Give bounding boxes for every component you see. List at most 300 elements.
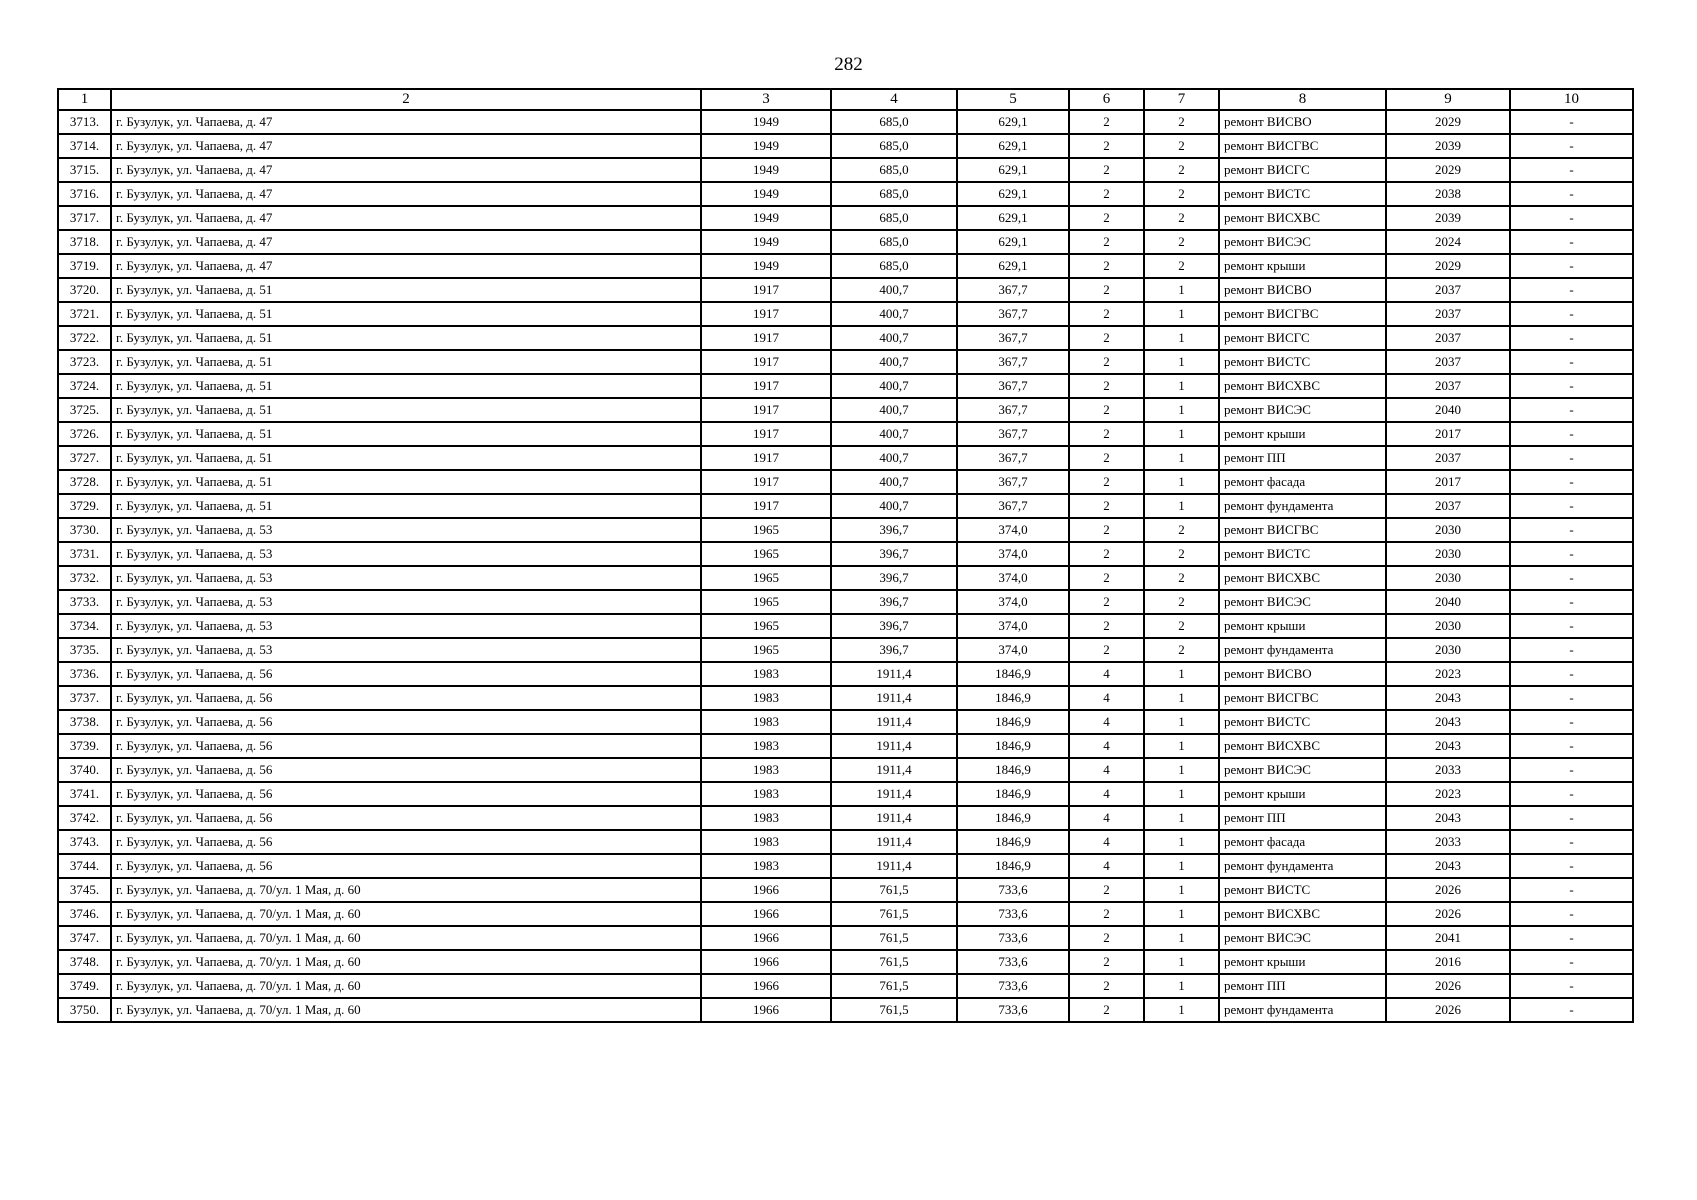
living-area-cell: 1846,9 — [957, 686, 1069, 710]
planned-year-cell: 2040 — [1386, 590, 1510, 614]
address-cell: г. Бузулук, ул. Чапаева, д. 51 — [111, 422, 701, 446]
work-type-cell: ремонт ВИСГС — [1219, 326, 1386, 350]
address-cell: г. Бузулук, ул. Чапаева, д. 56 — [111, 782, 701, 806]
row-number: 3718. — [58, 230, 111, 254]
note-cell: - — [1510, 470, 1633, 494]
total-area-cell: 400,7 — [831, 326, 957, 350]
floors-cell: 2 — [1069, 254, 1144, 278]
note-cell: - — [1510, 182, 1633, 206]
year-built-cell: 1983 — [701, 782, 831, 806]
floors-cell: 2 — [1069, 902, 1144, 926]
row-number: 3731. — [58, 542, 111, 566]
planned-year-cell: 2023 — [1386, 662, 1510, 686]
living-area-cell: 1846,9 — [957, 710, 1069, 734]
year-built-cell: 1965 — [701, 518, 831, 542]
planned-year-cell: 2043 — [1386, 686, 1510, 710]
note-cell: - — [1510, 806, 1633, 830]
entrances-cell: 1 — [1144, 278, 1219, 302]
work-type-cell: ремонт крыши — [1219, 950, 1386, 974]
total-area-cell: 1911,4 — [831, 854, 957, 878]
year-built-cell: 1983 — [701, 758, 831, 782]
total-area-cell: 1911,4 — [831, 662, 957, 686]
table-row — [58, 542, 1633, 566]
address-cell: г. Бузулук, ул. Чапаева, д. 70/ул. 1 Мая, д. 60 — [111, 974, 701, 998]
floors-cell: 2 — [1069, 374, 1144, 398]
table-row — [58, 158, 1633, 182]
address-cell: г. Бузулук, ул. Чапаева, д. 70/ул. 1 Мая, д. 60 — [111, 926, 701, 950]
living-area-cell: 367,7 — [957, 494, 1069, 518]
note-cell: - — [1510, 974, 1633, 998]
address-cell: г. Бузулук, ул. Чапаева, д. 47 — [111, 206, 701, 230]
total-area-cell: 400,7 — [831, 302, 957, 326]
year-built-cell: 1949 — [701, 206, 831, 230]
column-header-1: 1 — [58, 89, 111, 110]
total-area-cell: 761,5 — [831, 950, 957, 974]
living-area-cell: 367,7 — [957, 350, 1069, 374]
floors-cell: 2 — [1069, 134, 1144, 158]
year-built-cell: 1917 — [701, 446, 831, 470]
planned-year-cell: 2017 — [1386, 470, 1510, 494]
year-built-cell: 1965 — [701, 566, 831, 590]
work-type-cell: ремонт ВИСТС — [1219, 878, 1386, 902]
table-row — [58, 590, 1633, 614]
living-area-cell: 374,0 — [957, 638, 1069, 662]
living-area-cell: 367,7 — [957, 278, 1069, 302]
entrances-cell: 1 — [1144, 374, 1219, 398]
entrances-cell: 1 — [1144, 302, 1219, 326]
total-area-cell: 761,5 — [831, 926, 957, 950]
floors-cell: 2 — [1069, 302, 1144, 326]
column-header-9: 9 — [1386, 89, 1510, 110]
note-cell: - — [1510, 710, 1633, 734]
entrances-cell: 2 — [1144, 182, 1219, 206]
address-cell: г. Бузулук, ул. Чапаева, д. 56 — [111, 830, 701, 854]
total-area-cell: 685,0 — [831, 134, 957, 158]
total-area-cell: 761,5 — [831, 998, 957, 1022]
table-row — [58, 278, 1633, 302]
total-area-cell: 761,5 — [831, 878, 957, 902]
total-area-cell: 685,0 — [831, 110, 957, 134]
total-area-cell: 685,0 — [831, 158, 957, 182]
year-built-cell: 1949 — [701, 110, 831, 134]
repair-registry-table — [57, 88, 1634, 1023]
note-cell: - — [1510, 302, 1633, 326]
note-cell: - — [1510, 542, 1633, 566]
work-type-cell: ремонт фундамента — [1219, 998, 1386, 1022]
planned-year-cell: 2026 — [1386, 998, 1510, 1022]
page-number: 282 — [834, 54, 863, 75]
address-cell: г. Бузулук, ул. Чапаева, д. 56 — [111, 734, 701, 758]
note-cell: - — [1510, 854, 1633, 878]
living-area-cell: 629,1 — [957, 230, 1069, 254]
note-cell: - — [1510, 518, 1633, 542]
address-cell: г. Бузулук, ул. Чапаева, д. 70/ул. 1 Мая, д. 60 — [111, 902, 701, 926]
entrances-cell: 1 — [1144, 806, 1219, 830]
entrances-cell: 2 — [1144, 590, 1219, 614]
planned-year-cell: 2033 — [1386, 758, 1510, 782]
year-built-cell: 1966 — [701, 950, 831, 974]
address-cell: г. Бузулук, ул. Чапаева, д. 51 — [111, 278, 701, 302]
address-cell: г. Бузулук, ул. Чапаева, д. 51 — [111, 350, 701, 374]
row-number: 3745. — [58, 878, 111, 902]
living-area-cell: 629,1 — [957, 110, 1069, 134]
entrances-cell: 2 — [1144, 158, 1219, 182]
living-area-cell: 629,1 — [957, 254, 1069, 278]
row-number: 3740. — [58, 758, 111, 782]
address-cell: г. Бузулук, ул. Чапаева, д. 56 — [111, 686, 701, 710]
table-row — [58, 422, 1633, 446]
work-type-cell: ремонт ВИСТС — [1219, 542, 1386, 566]
row-number: 3741. — [58, 782, 111, 806]
living-area-cell: 374,0 — [957, 614, 1069, 638]
address-cell: г. Бузулук, ул. Чапаева, д. 53 — [111, 566, 701, 590]
note-cell: - — [1510, 926, 1633, 950]
year-built-cell: 1983 — [701, 806, 831, 830]
table-row — [58, 518, 1633, 542]
planned-year-cell: 2037 — [1386, 302, 1510, 326]
entrances-cell: 2 — [1144, 638, 1219, 662]
living-area-cell: 733,6 — [957, 878, 1069, 902]
total-area-cell: 396,7 — [831, 614, 957, 638]
address-cell: г. Бузулук, ул. Чапаева, д. 47 — [111, 254, 701, 278]
floors-cell: 2 — [1069, 974, 1144, 998]
floors-cell: 2 — [1069, 638, 1144, 662]
note-cell: - — [1510, 350, 1633, 374]
work-type-cell: ремонт ВИСВО — [1219, 278, 1386, 302]
work-type-cell: ремонт фундамента — [1219, 494, 1386, 518]
floors-cell: 2 — [1069, 182, 1144, 206]
table-row — [58, 374, 1633, 398]
table-row — [58, 302, 1633, 326]
total-area-cell: 400,7 — [831, 278, 957, 302]
planned-year-cell: 2023 — [1386, 782, 1510, 806]
planned-year-cell: 2037 — [1386, 326, 1510, 350]
note-cell: - — [1510, 422, 1633, 446]
planned-year-cell: 2039 — [1386, 206, 1510, 230]
column-header-8: 8 — [1219, 89, 1386, 110]
entrances-cell: 1 — [1144, 398, 1219, 422]
row-number: 3739. — [58, 734, 111, 758]
floors-cell: 4 — [1069, 830, 1144, 854]
year-built-cell: 1983 — [701, 710, 831, 734]
planned-year-cell: 2043 — [1386, 734, 1510, 758]
floors-cell: 2 — [1069, 926, 1144, 950]
work-type-cell: ремонт ПП — [1219, 446, 1386, 470]
floors-cell: 4 — [1069, 686, 1144, 710]
table-row — [58, 230, 1633, 254]
row-number: 3719. — [58, 254, 111, 278]
address-cell: г. Бузулук, ул. Чапаева, д. 51 — [111, 470, 701, 494]
floors-cell: 2 — [1069, 590, 1144, 614]
row-number: 3733. — [58, 590, 111, 614]
table-row — [58, 782, 1633, 806]
entrances-cell: 1 — [1144, 422, 1219, 446]
year-built-cell: 1966 — [701, 878, 831, 902]
year-built-cell: 1917 — [701, 278, 831, 302]
table-row — [58, 974, 1633, 998]
total-area-cell: 1911,4 — [831, 830, 957, 854]
address-cell: г. Бузулук, ул. Чапаева, д. 70/ул. 1 Мая, д. 60 — [111, 878, 701, 902]
address-cell: г. Бузулук, ул. Чапаева, д. 56 — [111, 806, 701, 830]
total-area-cell: 396,7 — [831, 590, 957, 614]
planned-year-cell: 2016 — [1386, 950, 1510, 974]
living-area-cell: 1846,9 — [957, 734, 1069, 758]
note-cell: - — [1510, 758, 1633, 782]
work-type-cell: ремонт крыши — [1219, 254, 1386, 278]
entrances-cell: 2 — [1144, 206, 1219, 230]
work-type-cell: ремонт ВИСТС — [1219, 710, 1386, 734]
floors-cell: 2 — [1069, 446, 1144, 470]
work-type-cell: ремонт ВИСХВС — [1219, 206, 1386, 230]
living-area-cell: 367,7 — [957, 326, 1069, 350]
entrances-cell: 1 — [1144, 686, 1219, 710]
living-area-cell: 629,1 — [957, 182, 1069, 206]
address-cell: г. Бузулук, ул. Чапаева, д. 47 — [111, 182, 701, 206]
address-cell: г. Бузулук, ул. Чапаева, д. 47 — [111, 134, 701, 158]
year-built-cell: 1949 — [701, 230, 831, 254]
entrances-cell: 2 — [1144, 518, 1219, 542]
planned-year-cell: 2030 — [1386, 566, 1510, 590]
work-type-cell: ремонт ВИСГВС — [1219, 686, 1386, 710]
floors-cell: 4 — [1069, 806, 1144, 830]
year-built-cell: 1966 — [701, 902, 831, 926]
row-number: 3737. — [58, 686, 111, 710]
note-cell: - — [1510, 398, 1633, 422]
planned-year-cell: 2037 — [1386, 374, 1510, 398]
entrances-cell: 1 — [1144, 662, 1219, 686]
work-type-cell: ремонт ВИСЭС — [1219, 398, 1386, 422]
entrances-cell: 1 — [1144, 494, 1219, 518]
year-built-cell: 1917 — [701, 302, 831, 326]
row-number: 3717. — [58, 206, 111, 230]
table-row — [58, 206, 1633, 230]
row-number: 3723. — [58, 350, 111, 374]
address-cell: г. Бузулук, ул. Чапаева, д. 53 — [111, 614, 701, 638]
table-row — [58, 326, 1633, 350]
work-type-cell: ремонт ПП — [1219, 974, 1386, 998]
table-row — [58, 878, 1633, 902]
row-number: 3736. — [58, 662, 111, 686]
table-row — [58, 710, 1633, 734]
address-cell: г. Бузулук, ул. Чапаева, д. 51 — [111, 494, 701, 518]
floors-cell: 2 — [1069, 494, 1144, 518]
table-row — [58, 134, 1633, 158]
note-cell: - — [1510, 614, 1633, 638]
note-cell: - — [1510, 734, 1633, 758]
year-built-cell: 1917 — [701, 494, 831, 518]
row-number: 3732. — [58, 566, 111, 590]
address-cell: г. Бузулук, ул. Чапаева, д. 56 — [111, 710, 701, 734]
row-number: 3747. — [58, 926, 111, 950]
planned-year-cell: 2043 — [1386, 806, 1510, 830]
row-number: 3749. — [58, 974, 111, 998]
living-area-cell: 733,6 — [957, 950, 1069, 974]
column-header-7: 7 — [1144, 89, 1219, 110]
table-row — [58, 398, 1633, 422]
table-body — [58, 110, 1633, 1022]
year-built-cell: 1983 — [701, 734, 831, 758]
row-number: 3713. — [58, 110, 111, 134]
total-area-cell: 1911,4 — [831, 806, 957, 830]
address-cell: г. Бузулук, ул. Чапаева, д. 51 — [111, 326, 701, 350]
planned-year-cell: 2043 — [1386, 710, 1510, 734]
column-header-10: 10 — [1510, 89, 1633, 110]
address-cell: г. Бузулук, ул. Чапаева, д. 53 — [111, 518, 701, 542]
row-number: 3748. — [58, 950, 111, 974]
total-area-cell: 400,7 — [831, 374, 957, 398]
entrances-cell: 2 — [1144, 566, 1219, 590]
table-row — [58, 686, 1633, 710]
note-cell: - — [1510, 110, 1633, 134]
entrances-cell: 1 — [1144, 710, 1219, 734]
living-area-cell: 374,0 — [957, 566, 1069, 590]
address-cell: г. Бузулук, ул. Чапаева, д. 47 — [111, 230, 701, 254]
living-area-cell: 374,0 — [957, 590, 1069, 614]
year-built-cell: 1965 — [701, 638, 831, 662]
work-type-cell: ремонт ВИСГС — [1219, 158, 1386, 182]
living-area-cell: 733,6 — [957, 926, 1069, 950]
row-number: 3735. — [58, 638, 111, 662]
table-row — [58, 950, 1633, 974]
total-area-cell: 1911,4 — [831, 782, 957, 806]
row-number: 3743. — [58, 830, 111, 854]
living-area-cell: 367,7 — [957, 398, 1069, 422]
floors-cell: 2 — [1069, 998, 1144, 1022]
table-row — [58, 854, 1633, 878]
total-area-cell: 1911,4 — [831, 686, 957, 710]
year-built-cell: 1917 — [701, 398, 831, 422]
living-area-cell: 733,6 — [957, 974, 1069, 998]
year-built-cell: 1966 — [701, 926, 831, 950]
address-cell: г. Бузулук, ул. Чапаева, д. 56 — [111, 662, 701, 686]
total-area-cell: 400,7 — [831, 446, 957, 470]
living-area-cell: 374,0 — [957, 518, 1069, 542]
table-row — [58, 182, 1633, 206]
row-number: 3716. — [58, 182, 111, 206]
year-built-cell: 1983 — [701, 830, 831, 854]
planned-year-cell: 2030 — [1386, 518, 1510, 542]
work-type-cell: ремонт ВИСХВС — [1219, 902, 1386, 926]
work-type-cell: ремонт ВИСТС — [1219, 350, 1386, 374]
living-area-cell: 733,6 — [957, 998, 1069, 1022]
entrances-cell: 1 — [1144, 782, 1219, 806]
work-type-cell: ремонт ВИСВО — [1219, 662, 1386, 686]
total-area-cell: 685,0 — [831, 254, 957, 278]
work-type-cell: ремонт ПП — [1219, 806, 1386, 830]
note-cell: - — [1510, 902, 1633, 926]
living-area-cell: 629,1 — [957, 158, 1069, 182]
address-cell: г. Бузулук, ул. Чапаева, д. 53 — [111, 638, 701, 662]
note-cell: - — [1510, 638, 1633, 662]
address-cell: г. Бузулук, ул. Чапаева, д. 47 — [111, 158, 701, 182]
year-built-cell: 1966 — [701, 998, 831, 1022]
floors-cell: 4 — [1069, 734, 1144, 758]
entrances-cell: 1 — [1144, 926, 1219, 950]
planned-year-cell: 2038 — [1386, 182, 1510, 206]
entrances-cell: 2 — [1144, 614, 1219, 638]
entrances-cell: 1 — [1144, 326, 1219, 350]
note-cell: - — [1510, 206, 1633, 230]
work-type-cell: ремонт фасада — [1219, 470, 1386, 494]
total-area-cell: 1911,4 — [831, 710, 957, 734]
floors-cell: 2 — [1069, 422, 1144, 446]
row-number: 3720. — [58, 278, 111, 302]
floors-cell: 2 — [1069, 614, 1144, 638]
floors-cell: 2 — [1069, 878, 1144, 902]
planned-year-cell: 2043 — [1386, 854, 1510, 878]
note-cell: - — [1510, 998, 1633, 1022]
row-number: 3742. — [58, 806, 111, 830]
total-area-cell: 400,7 — [831, 398, 957, 422]
total-area-cell: 400,7 — [831, 494, 957, 518]
year-built-cell: 1917 — [701, 470, 831, 494]
entrances-cell: 1 — [1144, 974, 1219, 998]
floors-cell: 2 — [1069, 350, 1144, 374]
table-row — [58, 662, 1633, 686]
table-row — [58, 614, 1633, 638]
planned-year-cell: 2041 — [1386, 926, 1510, 950]
row-number: 3722. — [58, 326, 111, 350]
year-built-cell: 1983 — [701, 854, 831, 878]
work-type-cell: ремонт крыши — [1219, 782, 1386, 806]
column-header-6: 6 — [1069, 89, 1144, 110]
note-cell: - — [1510, 158, 1633, 182]
row-number: 3734. — [58, 614, 111, 638]
row-number: 3746. — [58, 902, 111, 926]
planned-year-cell: 2029 — [1386, 110, 1510, 134]
work-type-cell: ремонт ВИСХВС — [1219, 734, 1386, 758]
planned-year-cell: 2026 — [1386, 902, 1510, 926]
work-type-cell: ремонт ВИСЭС — [1219, 926, 1386, 950]
work-type-cell: ремонт крыши — [1219, 614, 1386, 638]
work-type-cell: ремонт фундамента — [1219, 638, 1386, 662]
row-number: 3738. — [58, 710, 111, 734]
floors-cell: 4 — [1069, 854, 1144, 878]
table-row — [58, 926, 1633, 950]
address-cell: г. Бузулук, ул. Чапаева, д. 51 — [111, 398, 701, 422]
table-row — [58, 494, 1633, 518]
floors-cell: 4 — [1069, 710, 1144, 734]
note-cell: - — [1510, 590, 1633, 614]
planned-year-cell: 2030 — [1386, 614, 1510, 638]
row-number: 3727. — [58, 446, 111, 470]
total-area-cell: 761,5 — [831, 902, 957, 926]
note-cell: - — [1510, 950, 1633, 974]
work-type-cell: ремонт ВИСТС — [1219, 182, 1386, 206]
year-built-cell: 1949 — [701, 254, 831, 278]
entrances-cell: 1 — [1144, 734, 1219, 758]
floors-cell: 2 — [1069, 278, 1144, 302]
note-cell: - — [1510, 494, 1633, 518]
total-area-cell: 1911,4 — [831, 758, 957, 782]
entrances-cell: 2 — [1144, 230, 1219, 254]
living-area-cell: 1846,9 — [957, 782, 1069, 806]
planned-year-cell: 2026 — [1386, 878, 1510, 902]
planned-year-cell: 2037 — [1386, 446, 1510, 470]
row-number: 3721. — [58, 302, 111, 326]
year-built-cell: 1965 — [701, 590, 831, 614]
address-cell: г. Бузулук, ул. Чапаева, д. 53 — [111, 542, 701, 566]
planned-year-cell: 2030 — [1386, 542, 1510, 566]
address-cell: г. Бузулук, ул. Чапаева, д. 70/ул. 1 Мая, д. 60 — [111, 998, 701, 1022]
total-area-cell: 400,7 — [831, 350, 957, 374]
note-cell: - — [1510, 278, 1633, 302]
note-cell: - — [1510, 326, 1633, 350]
address-cell: г. Бузулук, ул. Чапаева, д. 53 — [111, 590, 701, 614]
year-built-cell: 1917 — [701, 374, 831, 398]
work-type-cell: ремонт ВИСЭС — [1219, 758, 1386, 782]
entrances-cell: 1 — [1144, 758, 1219, 782]
